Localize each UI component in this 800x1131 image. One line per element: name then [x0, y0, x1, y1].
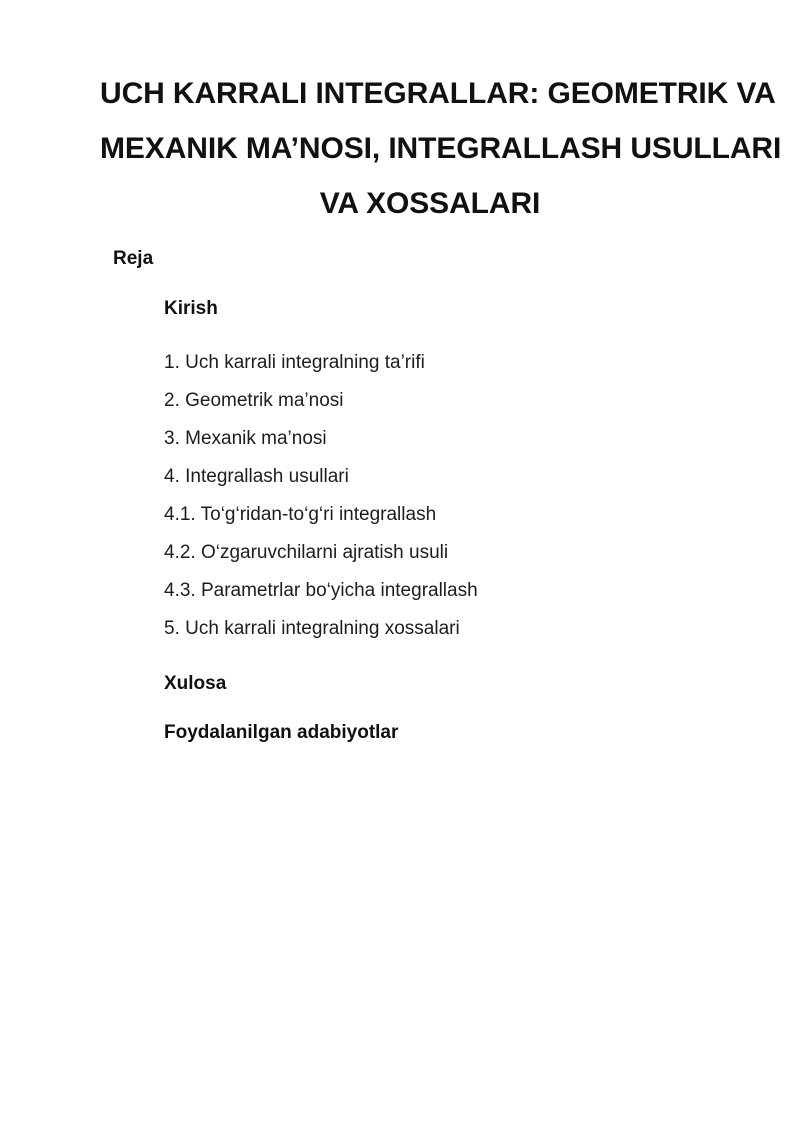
list-item: 3. Mexanik ma’nosi: [164, 428, 327, 449]
list-item: 4.2. O‘zgaruvchilarni ajratish usuli: [164, 542, 449, 563]
spacer-list-conclusion: [0, 648, 800, 671]
outline-heading: Reja: [113, 248, 154, 269]
references-heading: Foydalanilgan adabiyotlar: [164, 722, 399, 743]
spacer-outline-intro: [0, 272, 800, 296]
spacer-conclusion-references: [0, 697, 800, 720]
page-title-line-2: MEXANIK MA’NOSI, INTEGRALLASH USULLARI: [100, 132, 782, 165]
page-title-line-1: UCH KARRALI INTEGRALLAR: GEOMETRIK VA: [100, 77, 776, 110]
list-item: 4.3. Parametrlar bo‘yicha integrallash: [164, 580, 478, 601]
page-title: [100, 66, 782, 231]
list-item: 5. Uch karrali integralning xossalari: [164, 618, 460, 639]
table-of-contents: [0, 344, 800, 648]
list-item: 4.1. To‘g‘ridan-to‘g‘ri integrallash: [164, 504, 437, 525]
list-item: 1. Uch karrali integralning ta’rifi: [164, 352, 425, 373]
document-body: [0, 246, 800, 746]
intro-heading: Kirish: [164, 298, 218, 319]
conclusion-heading: Xulosa: [164, 673, 227, 694]
page-title-line-3: VA XOSSALARI: [319, 187, 541, 220]
list-item: 4. Integrallash usullari: [164, 466, 349, 487]
spacer-intro-list: [0, 322, 800, 344]
list-item: 2. Geometrik ma’nosi: [164, 390, 344, 411]
